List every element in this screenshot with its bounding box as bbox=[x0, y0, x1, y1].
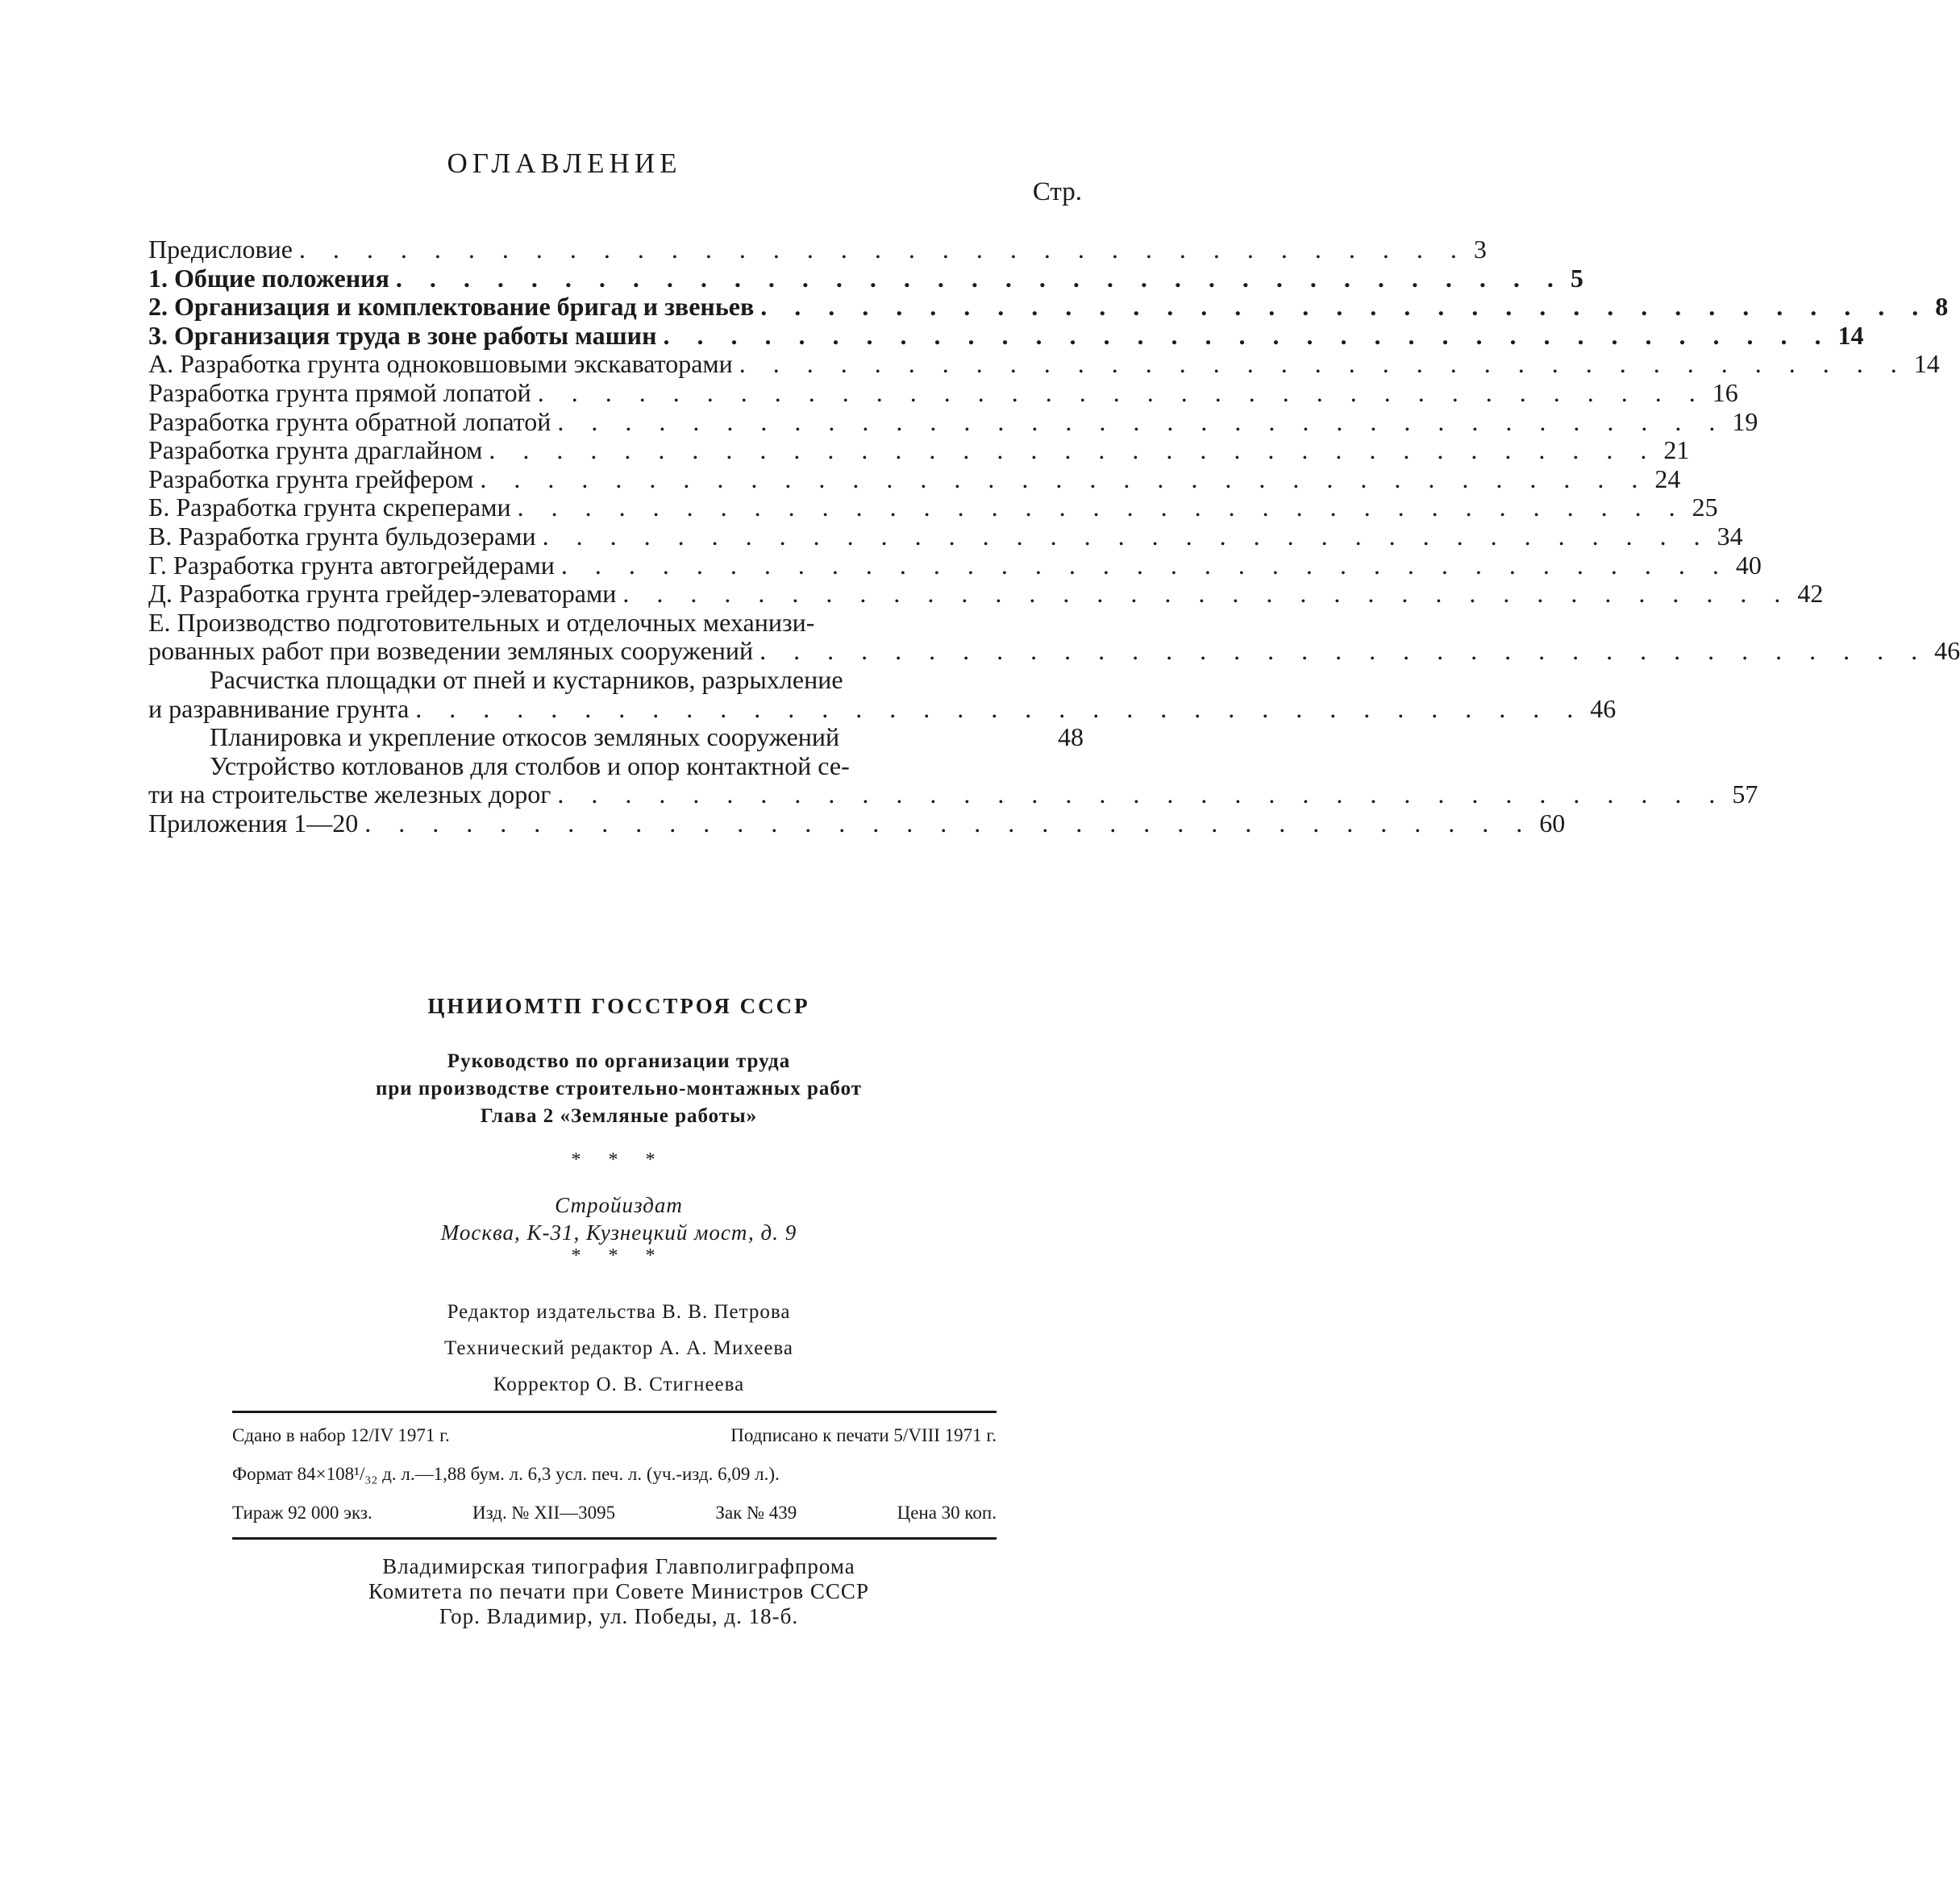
book-title bbox=[0, 1048, 1238, 1130]
toc-entry-page: 57 bbox=[1732, 779, 1758, 809]
toc-entry bbox=[148, 263, 1583, 293]
toc-entry-page: 5 bbox=[1570, 263, 1583, 293]
toc-entry bbox=[148, 808, 1566, 838]
toc-entry-text: Устройство котлованов для столбов и опор контактной се- bbox=[210, 750, 850, 780]
toc-entry-page: 46 bbox=[1590, 693, 1617, 723]
toc-leader-dots: . . . . . . . . . . . . . . . . . . . . . . . . . . . . . . . . . . . bbox=[298, 235, 1467, 264]
colophon-cell: Зак № 439 bbox=[715, 1503, 797, 1523]
printer-info bbox=[0, 1554, 1238, 1629]
publisher-address: Москва, К-31, Кузнецкий мост, д. 9 bbox=[440, 1220, 797, 1245]
colophon-cell: Подписано к печати 5/VIII 1971 г. bbox=[730, 1425, 997, 1445]
table-of-contents bbox=[148, 235, 1960, 838]
toc-entry-text: Б. Разработка грунта скреперами bbox=[148, 493, 511, 522]
staff-line: Технический редактор А. А. Михеева bbox=[444, 1337, 793, 1359]
toc-entry-page: 42 bbox=[1797, 579, 1824, 609]
toc-entry-text: 3. Организация труда в зоне работы машин bbox=[148, 320, 657, 350]
toc-leader-dots: . . . . . . . . . . . . . . . . . . . . . . . . . . . . . . . . . . . bbox=[489, 435, 1658, 465]
book-title-line: Руководство по организации труда bbox=[447, 1050, 791, 1072]
toc-leader-dots: . . . . . . . . . . . . . . . . . . . . . . . . . . . . . . . . . . . bbox=[760, 292, 1929, 322]
toc-entry bbox=[148, 349, 1940, 379]
toc-entry-page: 24 bbox=[1654, 464, 1681, 493]
printer-line: Гор. Владимир, ул. Победы, д. 18-б. bbox=[439, 1604, 799, 1628]
book-title-line: Глава 2 «Земляные работы» bbox=[480, 1105, 758, 1127]
toc-entry-text: ти на строительстве железных дорог bbox=[148, 779, 551, 809]
publisher-name: Стройиздат bbox=[555, 1193, 683, 1217]
divider-rule bbox=[232, 1411, 997, 1413]
toc-entry-page: 8 bbox=[1935, 292, 1949, 322]
toc-entry-page: 25 bbox=[1692, 493, 1718, 522]
toc-entry-page: 40 bbox=[1735, 550, 1762, 580]
printer-line: Комитета по печати при Совете Министров СССР bbox=[368, 1579, 869, 1603]
toc-leader-dots: . . . . . . . . . . . . . . . . . . . . . . . . . . . . . . . . . . . bbox=[557, 779, 1726, 809]
toc-entry-page: 16 bbox=[1712, 377, 1738, 407]
toc-entry-text: Разработка грунта прямой лопатой bbox=[148, 377, 531, 407]
toc-entry bbox=[148, 292, 1949, 322]
toc-entry-page: 21 bbox=[1663, 435, 1690, 465]
toc-entry-text: Разработка грунта драглайном bbox=[148, 435, 483, 465]
toc-entry bbox=[148, 521, 1743, 551]
toc-leader-dots: . . . . . . . . . . . . . . . . . . . . . . . . . . . . . . . . . . . bbox=[364, 808, 1533, 838]
separator-stars: * * * bbox=[571, 1245, 667, 1266]
toc-leader-dots: . . . . . . . . . . . . . . . . . . . . . . . . . . . . . . . . . . . bbox=[759, 636, 1929, 666]
colophon-row bbox=[232, 1494, 997, 1532]
colophon-cell: Цена 30 коп. bbox=[897, 1503, 997, 1523]
colophon-cell: Формат 84×108¹/₃₂ д. л.—1,88 бум. л. 6,3 усл. печ. л. (уч.-изд. 6,09 л.). bbox=[232, 1464, 780, 1484]
toc-entry-text: 2. Организация и комплектование бригад и звеньев bbox=[148, 292, 755, 322]
toc-entry bbox=[148, 779, 1758, 809]
printer-line: Владимирская типография Главполиграфпрома bbox=[382, 1554, 855, 1578]
toc-leader-dots: . . . . . . . . . . . . . . . . . . . . . . . . . . . . . . . . . . . bbox=[739, 349, 1908, 379]
colophon bbox=[232, 1416, 997, 1532]
toc-entry-page: 14 bbox=[1913, 349, 1940, 379]
publisher-block bbox=[0, 1191, 1238, 1246]
toc-leader-dots: . . . . . . . . . . . . . . . . . . . . . . . . . . . . . . . . . . . bbox=[542, 521, 1711, 551]
toc-entry-text: Приложения 1—20 bbox=[148, 808, 359, 838]
toc-title: ОГЛАВЛЕНИЕ bbox=[447, 148, 682, 179]
page-column-header: Стр. bbox=[1032, 177, 1082, 206]
toc-entry bbox=[148, 550, 1762, 580]
colophon-cell: Тираж 92 000 экз. bbox=[232, 1503, 372, 1523]
toc-entry bbox=[148, 609, 1084, 638]
toc-entry-text: Разработка грунта грейфером bbox=[148, 464, 474, 493]
toc-entry-page: 34 bbox=[1717, 521, 1743, 551]
toc-entry-text: и разравнивание грунта bbox=[148, 693, 410, 723]
colophon-row bbox=[232, 1416, 997, 1455]
toc-entry-text: Планировка и укрепление откосов земляных сооружений bbox=[210, 722, 840, 752]
toc-leader-dots: . . . . . . . . . . . . . . . . . . . . . . . . . . . . . . . . . . . bbox=[517, 493, 1686, 522]
colophon-cell: Сдано в набор 12/IV 1971 г. bbox=[232, 1425, 450, 1445]
editorial-staff bbox=[0, 1294, 1238, 1403]
toc-leader-dots: . . . . . . . . . . . . . . . . . . . . . . . . . . . . . . . . . . . bbox=[537, 377, 1706, 407]
divider-rule bbox=[232, 1537, 997, 1540]
toc-entry bbox=[148, 464, 1681, 494]
staff-line: Редактор издательства В. В. Петрова bbox=[447, 1301, 791, 1323]
toc-entry bbox=[148, 406, 1758, 437]
book-title-line: при производстве строительно-монтажных работ bbox=[375, 1078, 863, 1100]
toc-entry-text: 1. Общие положения bbox=[148, 263, 389, 293]
toc-entry-text: А. Разработка грунта одноковшовыми экскаваторами bbox=[148, 349, 733, 379]
toc-entry-text: рованных работ при возведении земляных сооружений bbox=[148, 636, 754, 666]
toc-entry-text: Разработка грунта обратной лопатой bbox=[148, 406, 551, 436]
toc-entry-text: В. Разработка грунта бульдозерами bbox=[148, 521, 536, 551]
toc-entry bbox=[148, 435, 1690, 465]
toc-entry bbox=[148, 377, 1738, 408]
toc-leader-dots: . . . . . . . . . . . . . . . . . . . . . . . . . . . . . . . . . . . bbox=[622, 579, 1791, 609]
toc-leader-dots: . . . . . . . . . . . . . . . . . . . . . . . . . . . . . . . . . . . bbox=[557, 406, 1726, 436]
toc-entry-page: 46 bbox=[1934, 636, 1960, 666]
toc-entry-text: Расчистка площадки от пней и кустарников, разрыхление bbox=[210, 664, 843, 694]
organization-name: ЦНИИОМТП ГОССТРОЯ СССР bbox=[427, 994, 810, 1018]
toc-leader-dots: . . . . . . . . . . . . . . . . . . . . . . . . . . . . . . . . . . . bbox=[663, 320, 1832, 350]
toc-entry-text: Е. Производство подготовительных и отделочных механизи- bbox=[148, 607, 815, 637]
staff-line: Корректор О. В. Стигнеева bbox=[493, 1374, 745, 1395]
toc-entry-page: 48 bbox=[1058, 722, 1084, 752]
toc-entry bbox=[148, 693, 1617, 724]
toc-entry-text: Д. Разработка грунта грейдер-элеваторами bbox=[148, 579, 617, 609]
toc-entry-page: 60 bbox=[1539, 808, 1566, 838]
toc-entry-text: Г. Разработка грунта автогрейдерами bbox=[148, 550, 555, 580]
colophon-cell: Изд. № XII—3095 bbox=[472, 1503, 616, 1523]
toc-entry bbox=[148, 579, 1824, 609]
toc-entry bbox=[148, 493, 1718, 522]
toc-leader-dots: . . . . . . . . . . . . . . . . . . . . . . . . . . . . . . . . . . . bbox=[560, 550, 1729, 580]
toc-entry-text: Предисловие bbox=[148, 235, 293, 264]
toc-entry bbox=[148, 235, 1487, 264]
toc-entry-page: 19 bbox=[1732, 406, 1758, 436]
toc-entry-page: 3 bbox=[1473, 235, 1487, 264]
toc-entry bbox=[148, 666, 1084, 695]
toc-entry bbox=[148, 723, 1084, 752]
toc-entry-page: 14 bbox=[1837, 320, 1864, 350]
toc-leader-dots: . . . . . . . . . . . . . . . . . . . . . . . . . . . . . . . . . . . bbox=[395, 263, 1564, 293]
toc-entry bbox=[148, 636, 1960, 666]
toc-leader-dots: . . . . . . . . . . . . . . . . . . . . . . . . . . . . . . . . . . . bbox=[480, 464, 1649, 493]
toc-entry bbox=[148, 320, 1864, 351]
separator-stars: * * * bbox=[571, 1149, 667, 1170]
toc-leader-dots: . . . . . . . . . . . . . . . . . . . . . . . . . . . . . . . . . . . bbox=[415, 693, 1584, 723]
colophon-row bbox=[232, 1455, 997, 1494]
toc-entry bbox=[148, 752, 1084, 781]
